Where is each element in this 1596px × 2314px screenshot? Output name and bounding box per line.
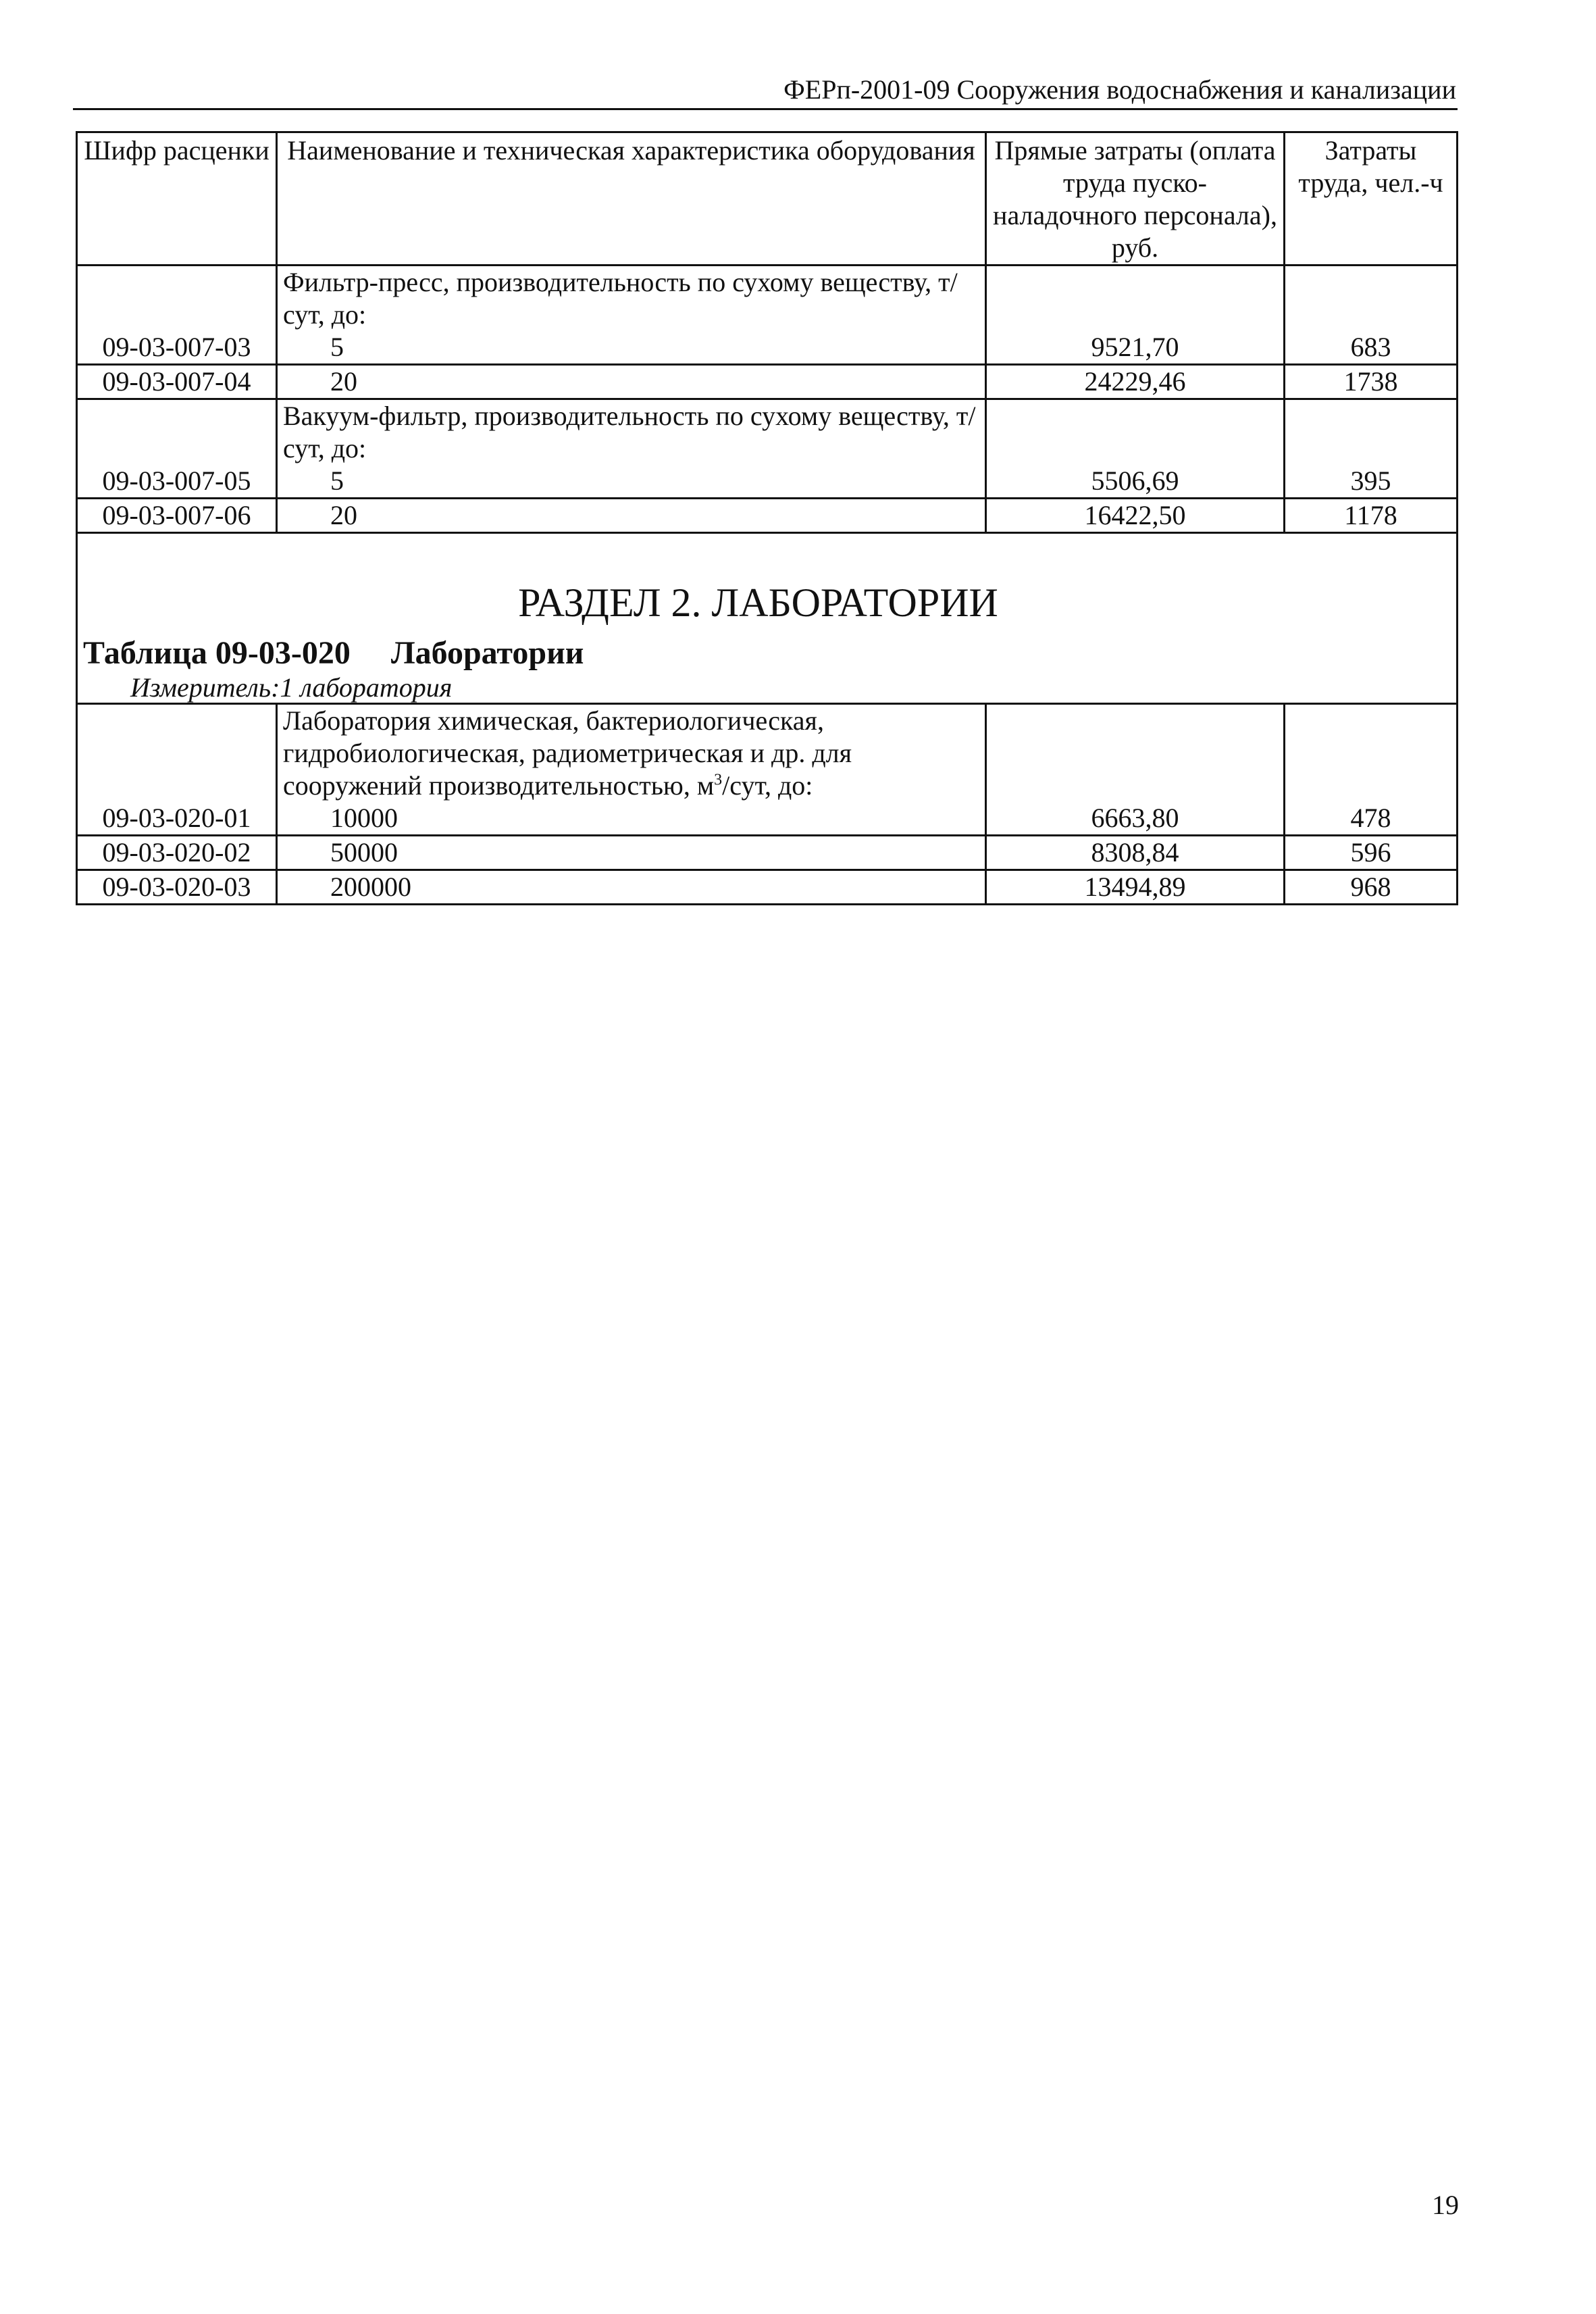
equipment-name [277, 499, 986, 533]
superscript-three: 3 [714, 771, 723, 789]
section-row [77, 533, 1458, 704]
labor-cost: 478 [1285, 704, 1458, 836]
table-row [77, 836, 1458, 870]
table-row [77, 704, 1458, 836]
rates-table [76, 131, 1458, 905]
lab-description-main: Лаборатория химическая, бактериологическая, гидробиологическая, радиометрическая и др. для сооружений производительностью, м [283, 705, 852, 801]
capacity-value: 5 [330, 332, 344, 362]
direct-cost: 5506,69 [986, 399, 1285, 499]
table-caption [83, 634, 1451, 673]
rate-code: 09-03-007-05 [77, 399, 277, 499]
running-header: ФЕРп-2001-09 Сооружения водоснабжения и канализации [783, 74, 1456, 105]
direct-cost: 13494,89 [986, 870, 1285, 905]
table-number: Таблица 09-03-020 [83, 635, 351, 671]
labor-cost: 1738 [1285, 365, 1458, 399]
direct-cost: 6663,80 [986, 704, 1285, 836]
direct-cost: 24229,46 [986, 365, 1285, 399]
equipment-name [277, 704, 986, 836]
table-row [77, 870, 1458, 905]
direct-cost: 8308,84 [986, 836, 1285, 870]
table-row [77, 365, 1458, 399]
group-description: Вакуум-фильтр, производительность по сухому веществу, т/сут, до: [283, 401, 976, 463]
column-header-direct-costs: Прямые затраты (оплата труда пуско-наладочного персонала), руб. [986, 132, 1285, 266]
table-row [77, 399, 1458, 499]
measure-value: 1 лаборатория [280, 672, 453, 703]
column-header-code: Шифр расценки [77, 132, 277, 266]
direct-cost: 9521,70 [986, 266, 1285, 365]
group-description: Фильтр-пресс, производительность по сухому веществу, т/сут, до: [283, 267, 958, 330]
rate-code: 09-03-007-03 [77, 266, 277, 365]
column-header-name: Наименование и техническая характеристика оборудования [277, 132, 986, 266]
direct-cost: 16422,50 [986, 499, 1285, 533]
equipment-name [277, 836, 986, 870]
labor-cost: 395 [1285, 399, 1458, 499]
table-row [77, 266, 1458, 365]
page-number: 19 [1432, 2190, 1459, 2220]
capacity-value: 20 [330, 366, 357, 397]
measure-label: Измеритель: [130, 672, 280, 703]
capacity-value: 10000 [330, 803, 398, 833]
measure-unit [83, 673, 1451, 703]
labor-cost: 1178 [1285, 499, 1458, 533]
labor-cost: 683 [1285, 266, 1458, 365]
rate-code: 09-03-020-02 [77, 836, 277, 870]
rate-code: 09-03-020-01 [77, 704, 277, 836]
table-row [77, 499, 1458, 533]
capacity-value: 50000 [330, 837, 398, 867]
equipment-name [277, 266, 986, 365]
table-name: Лаборатории [390, 635, 584, 671]
section-title: РАЗДЕЛ 2. ЛАБОРАТОРИИ [518, 580, 998, 625]
labor-cost: 968 [1285, 870, 1458, 905]
capacity-value: 20 [330, 500, 357, 530]
labor-cost: 596 [1285, 836, 1458, 870]
capacity-value: 5 [330, 466, 344, 496]
column-header-labor: Затраты труда, чел.-ч [1285, 132, 1458, 266]
header-rule [73, 108, 1458, 110]
capacity-value: 200000 [330, 872, 411, 902]
equipment-name [277, 399, 986, 499]
rate-code: 09-03-007-04 [77, 365, 277, 399]
rate-code: 09-03-020-03 [77, 870, 277, 905]
section-cell [77, 533, 1458, 704]
group-description [283, 705, 979, 802]
rate-code: 09-03-007-06 [77, 499, 277, 533]
table-header-row [77, 132, 1458, 266]
lab-description-tail: /сут, до: [722, 770, 813, 801]
equipment-name [277, 870, 986, 905]
equipment-name [277, 365, 986, 399]
